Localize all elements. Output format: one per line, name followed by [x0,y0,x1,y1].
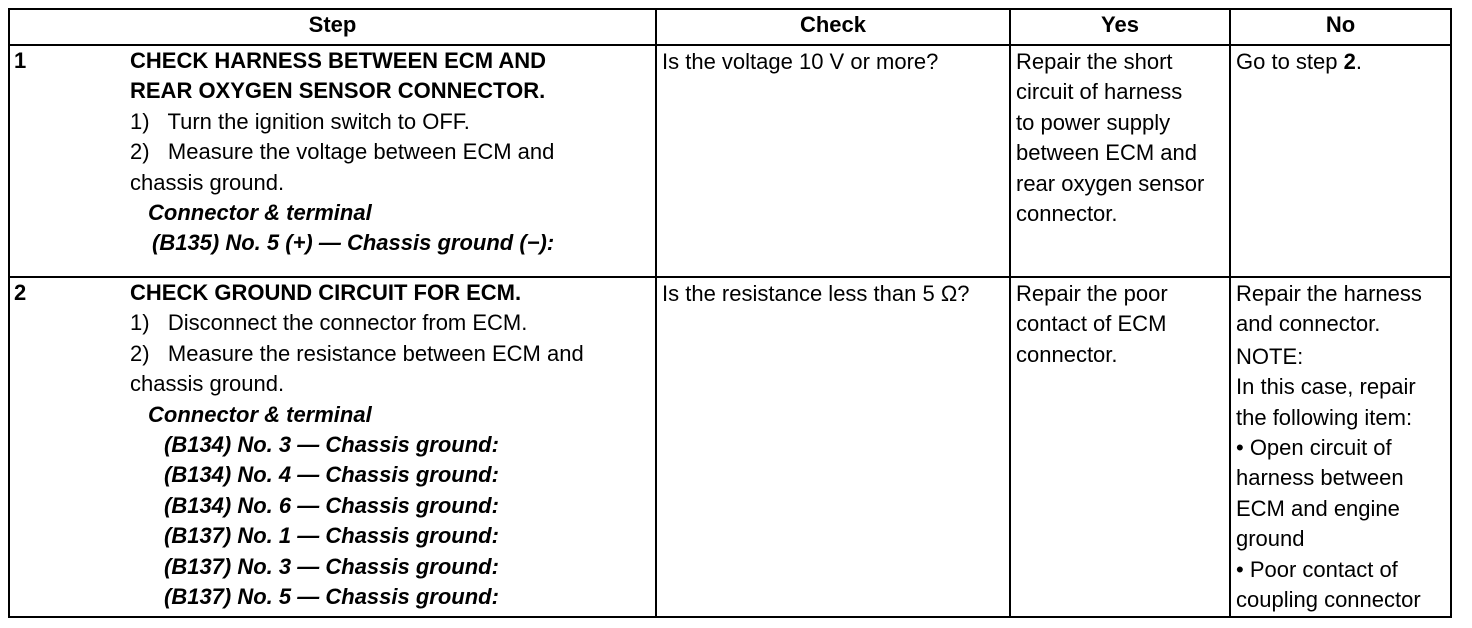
connector-heading: Connector & terminal [148,401,372,427]
step-cell [9,277,656,617]
connector-terminal: (B134) No. 3 — Chassis ground: [164,432,499,458]
step-title-line: CHECK GROUND CIRCUIT FOR ECM. [130,280,522,305]
header-yes: Yes [1010,9,1230,45]
connector-terminal: (B137) No. 5 — Chassis ground: [164,584,499,610]
yes-line: connector. [1016,341,1118,367]
header-step: Step [9,9,656,45]
yes-line: Repair the poor [1016,281,1168,306]
no-step-ref: 2 [1343,49,1356,74]
no-line: and connector. [1236,311,1381,337]
connector-terminal: (B137) No. 3 — Chassis ground: [164,553,499,579]
no-prefix: Go to step [1236,49,1344,74]
yes-line: circuit of harness [1016,79,1183,105]
yes-line: Repair the short [1016,49,1173,74]
substep-continuation: chassis ground. [130,371,285,397]
step-number: 2 [14,280,27,305]
substep: 1) Disconnect the connector from ECM. [130,310,528,336]
yes-line: contact of ECM [1016,311,1167,337]
check-cell [656,277,1010,617]
bullet-line: • Open circuit of [1236,435,1392,461]
note-line: the following item: [1236,404,1413,430]
no-suffix: . [1355,49,1362,74]
yes-cell [1010,277,1230,617]
bullet-item-open-circuit [1236,433,1445,555]
substep: 2) Measure the voltage between ECM and [130,139,555,165]
note-heading: NOTE: [1236,343,1304,369]
connector-terminal: (B134) No. 4 — Chassis ground: [164,462,499,488]
header-no: No [1230,9,1451,45]
connector-terminal: (B137) No. 1 — Chassis ground: [164,523,499,549]
connector-terminal: (B134) No. 6 — Chassis ground: [164,492,499,518]
step-title-line: REAR OXYGEN SENSOR CONNECTOR. [130,78,546,104]
bullet-line: harness between [1236,465,1404,491]
yes-line: to power supply [1016,109,1171,135]
connector-heading: Connector & terminal [148,200,372,226]
yes-line: connector. [1016,201,1118,227]
yes-line: rear oxygen sensor [1016,170,1205,196]
check-question: Is the voltage 10 V or more? [662,49,939,74]
header-check: Check [656,9,1010,45]
yes-line: between ECM and [1016,140,1197,166]
no-cell [1230,277,1451,617]
diagnostic-table [8,8,1452,618]
step-title-line: CHECK HARNESS BETWEEN ECM AND [130,48,546,73]
note-line: In this case, repair [1236,374,1416,400]
no-cell [1230,45,1451,277]
check-question: Is the resistance less than 5 Ω? [662,281,970,306]
header-row [9,9,1451,45]
table-row [9,45,1451,277]
bullet-line: coupling connector [1236,587,1421,613]
no-line: Repair the harness [1236,281,1422,306]
substep-continuation: chassis ground. [130,169,285,195]
bullet-item-poor-contact [1236,555,1445,616]
substep: 2) Measure the resistance between ECM and [130,340,584,366]
bullet-line: • Poor contact of [1236,556,1398,582]
step-cell [9,45,656,277]
bullet-line: ground [1236,526,1305,552]
yes-cell [1010,45,1230,277]
substep: 1) Turn the ignition switch to OFF. [130,108,470,134]
no-action [1236,47,1445,77]
connector-terminal: (B135) No. 5 (+) — Chassis ground (−): [152,230,555,256]
check-cell [656,45,1010,277]
table-row [9,277,1451,617]
bullet-line: ECM and engine [1236,495,1400,521]
step-number: 1 [14,48,27,73]
